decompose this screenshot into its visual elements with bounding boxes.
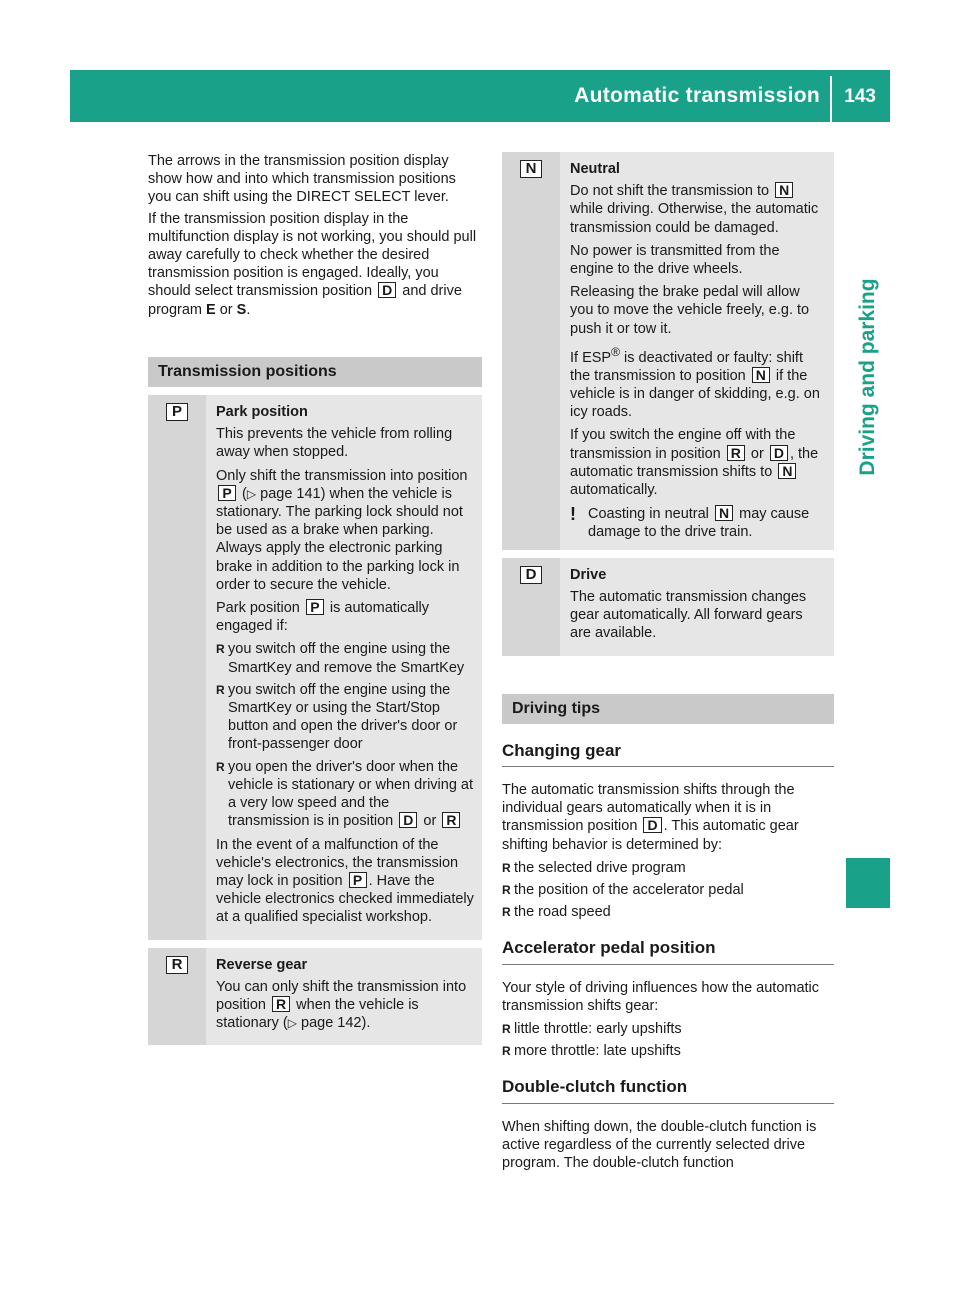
list-item: R more throttle: late upshifts bbox=[502, 1042, 834, 1060]
neutral-text: or bbox=[750, 445, 764, 462]
subheading-accelerator-pedal: Accelerator pedal position bbox=[502, 939, 834, 964]
warning-text-part: Coasting in neutral bbox=[588, 506, 709, 523]
park-paragraph-2: Only shift the transmission into position P (▷ page 141) when the vehicle is stationary. The parking lock should not be used as a brake when parking. Always apply the electronic parking brake in addition to the parking lock in order to secure the vehicle. bbox=[216, 467, 468, 593]
neutral-paragraph-5 bbox=[570, 426, 826, 499]
position-key-cell bbox=[148, 395, 206, 939]
neutral-key-icon: N bbox=[520, 160, 543, 178]
park-text: when the vehicle is stationary. The parking lock should not be used as a brake when parking. Always apply the electronic parking brake in addition to the parking lock in order to secure the vehicle. bbox=[216, 485, 463, 593]
position-body bbox=[206, 948, 482, 1046]
changing-gear-text: The automatic transmission shifts through the individual gears automatically when it is in transmission position bbox=[502, 781, 795, 835]
position-key-n: N bbox=[775, 182, 793, 198]
reverse-key-icon: R bbox=[166, 956, 189, 974]
position-row-park bbox=[148, 395, 482, 939]
registered-mark: ® bbox=[611, 344, 621, 359]
drive-paragraph-1: The automatic transmission changes gear automatically. All forward gears are available. bbox=[570, 588, 807, 642]
position-body bbox=[560, 152, 834, 550]
warning-text-part: may cause damage to the drive train. bbox=[588, 506, 810, 541]
chapter-tab-marker bbox=[846, 858, 890, 908]
page-title: Automatic transmission bbox=[574, 84, 820, 107]
park-text: Park position bbox=[216, 600, 300, 617]
list-item: R the road speed bbox=[502, 903, 834, 921]
position-key-n: N bbox=[715, 505, 733, 521]
position-key-d: D bbox=[378, 282, 396, 298]
position-key-r: R bbox=[272, 996, 290, 1012]
header-bar bbox=[70, 70, 890, 122]
accelerator-list bbox=[502, 1020, 834, 1060]
position-title: Drive bbox=[570, 566, 607, 583]
chapter-tab-text: Driving and parking bbox=[856, 278, 879, 476]
neutral-text: while driving. Otherwise, the automatic transmission could be damaged. bbox=[570, 201, 819, 236]
list-item: R the position of the accelerator pedal bbox=[502, 881, 834, 899]
page-reference-link[interactable]: page 142 bbox=[301, 1015, 362, 1032]
section-heading-driving-tips: Driving tips bbox=[502, 694, 834, 724]
position-key-r: R bbox=[442, 812, 460, 828]
neutral-text: If ESP bbox=[570, 349, 612, 366]
list-item: R you switch off the engine using the SmartKey or using the Start/Stop button and open the driver's door or front-passenger door bbox=[216, 681, 474, 754]
position-row-neutral bbox=[502, 152, 834, 550]
right-column bbox=[502, 152, 834, 1177]
position-key-cell bbox=[502, 558, 560, 656]
double-clutch-paragraph: When shifting down, the double-clutch function is active regardless of the currently selected drive program. The double-clutch function bbox=[502, 1118, 817, 1171]
neutral-text: If you switch the engine off with the transmission in position bbox=[570, 427, 796, 462]
reverse-text: You can only shift the transmission into position bbox=[216, 978, 467, 1013]
reverse-text: when the vehicle is stationary ( bbox=[216, 996, 419, 1032]
subheading-double-clutch: Double-clutch function bbox=[502, 1078, 834, 1103]
position-key-p: P bbox=[306, 599, 324, 615]
position-key-p: P bbox=[349, 872, 367, 888]
position-key-cell bbox=[148, 948, 206, 1046]
position-key-n: N bbox=[778, 463, 796, 479]
neutral-text: if the vehicle is in danger of skidding, e.g. on icy roads. bbox=[570, 367, 820, 421]
page-ref-arrow-icon: ▷ bbox=[287, 1016, 297, 1031]
park-text: . Have the vehicle electronics checked immediately at a qualified specialist workshop. bbox=[216, 872, 474, 926]
reverse-text: ). bbox=[361, 1015, 371, 1032]
park-paragraph-1: This prevents the vehicle from rolling away when stopped. bbox=[216, 426, 453, 461]
neutral-paragraph-2: No power is transmitted from the engine to the drive wheels. bbox=[570, 242, 780, 278]
park-paragraph-4 bbox=[216, 836, 474, 927]
changing-gear-list bbox=[502, 859, 834, 922]
neutral-paragraph-4 bbox=[570, 343, 826, 422]
subheading-changing-gear: Changing gear bbox=[502, 742, 834, 767]
position-title: Neutral bbox=[570, 161, 620, 177]
warning-icon: ! bbox=[570, 504, 576, 525]
position-key-d: D bbox=[770, 445, 788, 461]
neutral-paragraph-1 bbox=[570, 182, 826, 237]
neutral-text: automatically. bbox=[570, 482, 658, 499]
drive-program-e: E bbox=[206, 301, 216, 318]
accelerator-paragraph: Your style of driving influences how the automatic transmission shifts gear: bbox=[502, 979, 820, 1014]
position-key-n: N bbox=[752, 367, 770, 383]
list-item: R the selected drive program bbox=[502, 859, 834, 877]
intro-text: or bbox=[219, 301, 233, 318]
drive-key-icon: D bbox=[520, 566, 543, 584]
park-text: Only shift the transmission into position bbox=[216, 467, 468, 484]
chapter-tab-label bbox=[846, 122, 890, 552]
neutral-text: , the automatic transmission shifts to bbox=[570, 445, 819, 480]
intro-text: and drive program bbox=[148, 283, 462, 318]
intro bbox=[148, 152, 482, 319]
list-item-text: you open the driver's door when the vehicle is stationary or when driving at a very low speed and the transmission is in position bbox=[228, 758, 474, 830]
neutral-text: is deactivated or faulty: shift the transmission to position bbox=[570, 349, 803, 384]
drive-program-s: S bbox=[236, 301, 247, 318]
warning-note bbox=[570, 505, 826, 541]
neutral-text: Do not shift the transmission to bbox=[570, 183, 770, 200]
position-title: Reverse gear bbox=[216, 956, 308, 973]
list-item: R you switch off the engine using the SmartKey and remove the SmartKey bbox=[216, 640, 474, 676]
park-text: is automatically engaged if: bbox=[216, 600, 430, 635]
intro-text: If the transmission position display in the multifunction display is not working, you should pull away carefully to check whether the desired transmission position is engaged. Ideally, you should select transmission position bbox=[148, 210, 477, 300]
list-item bbox=[216, 758, 474, 831]
position-body bbox=[560, 558, 834, 656]
park-key-icon: P bbox=[166, 403, 188, 421]
chapter-side-tab bbox=[846, 122, 890, 1284]
position-key-d: D bbox=[643, 817, 661, 833]
reverse-paragraph-1 bbox=[216, 978, 474, 1033]
warning-text bbox=[588, 505, 826, 541]
park-text: In the event of a malfunction of the vehicle's electronics, the transmission may lock in position bbox=[216, 836, 459, 889]
position-row-drive bbox=[502, 558, 834, 656]
position-key-p: P bbox=[218, 485, 236, 501]
park-paragraph-3 bbox=[216, 599, 474, 635]
position-row-reverse bbox=[148, 948, 482, 1046]
position-title: Park position bbox=[216, 404, 308, 421]
neutral-paragraph-3: Releasing the brake pedal will allow you to move the vehicle freely, e.g. to push it or tow it. bbox=[570, 284, 810, 337]
left-column bbox=[148, 152, 482, 1053]
list-item: R little throttle: early upshifts bbox=[502, 1020, 834, 1038]
section-heading-transmission-positions: Transmission positions bbox=[148, 357, 482, 387]
list-item-text: or bbox=[423, 813, 437, 830]
page-reference-link[interactable]: page 141 bbox=[260, 485, 321, 502]
position-key-d: D bbox=[399, 812, 417, 828]
page-number: 143 bbox=[844, 86, 876, 107]
intro-text: . bbox=[246, 301, 251, 318]
header-divider bbox=[830, 76, 832, 122]
park-conditions-list bbox=[216, 640, 474, 830]
position-key-r: R bbox=[727, 445, 745, 461]
intro-paragraph-1: The arrows in the transmission position display show how and into which transmission positions you can shift using the DIRECT SELECT lever. bbox=[148, 153, 456, 206]
position-body bbox=[206, 395, 482, 939]
position-key-cell bbox=[502, 152, 560, 550]
changing-gear-paragraph bbox=[502, 781, 834, 854]
changing-gear-text: . This automatic gear shifting behavior is determined by: bbox=[502, 818, 799, 853]
intro-paragraph-2 bbox=[148, 210, 482, 319]
page-ref-arrow-icon: ▷ bbox=[246, 486, 257, 501]
